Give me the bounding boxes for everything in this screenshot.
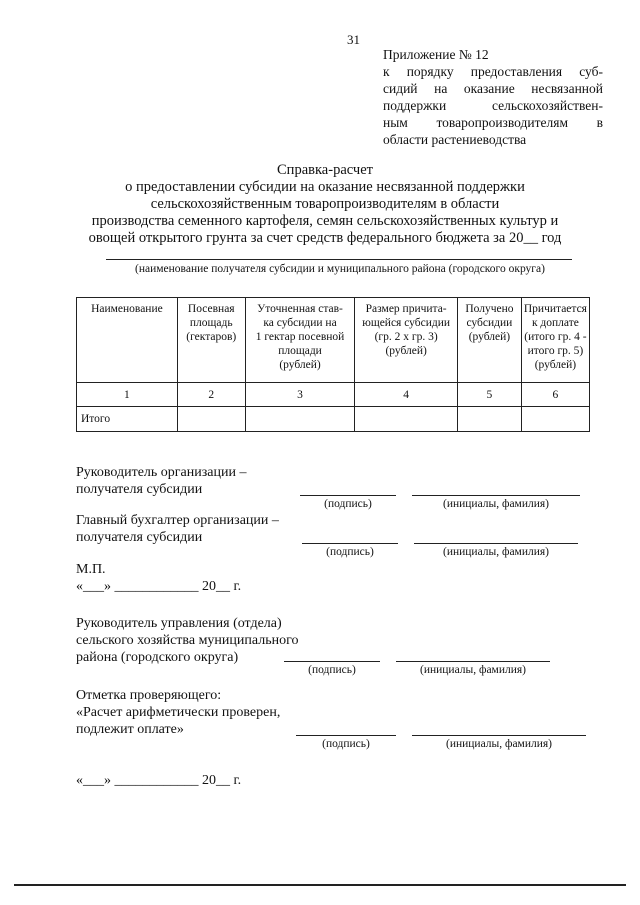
seal-mark: М.П. — [76, 562, 106, 577]
accountant-signer-label: Главный бухгалтер организации – получателя субсидии — [76, 513, 279, 545]
column-number-row — [77, 383, 590, 407]
header-area: Посевная площадь (гектаров) — [177, 298, 245, 383]
head-signature-line[interactable] — [300, 495, 396, 496]
column-number: 1 — [77, 383, 178, 407]
header-to-pay: Причитается к доплате (итого гр. 4 - итого гр. 5) (рублей) — [521, 298, 589, 383]
name-caption: (инициалы, фамилия) — [419, 664, 527, 676]
column-number: 6 — [521, 383, 589, 407]
department-signature-line[interactable] — [284, 661, 380, 662]
department-name-line[interactable] — [396, 661, 550, 662]
appendix-line: сидий на оказание несвязанной — [383, 81, 603, 96]
date-field-bottom[interactable]: «___» ____________ 20__ г. — [76, 773, 242, 788]
name-caption: (инициалы, фамилия) — [445, 738, 553, 750]
header-rate: Уточненная став- ка субсидии на 1 гектар посевной площади (рублей) — [245, 298, 355, 383]
date-field[interactable]: «___» ____________ 20__ г. — [76, 579, 242, 594]
title-line: овощей открытого грунта за счет средств федерального бюджета за 20__ год — [88, 230, 562, 246]
total-cell[interactable] — [177, 407, 245, 432]
header-received: Получено субсидии (рублей) — [457, 298, 521, 383]
page-number: 31 — [347, 32, 360, 47]
appendix-line: к порядку предоставления суб- — [383, 64, 603, 79]
title-line: о предоставлении субсидии на оказание несвязанной поддержки — [125, 179, 525, 195]
head-name-line[interactable] — [412, 495, 580, 496]
appendix-line: Приложение № 12 — [383, 47, 489, 62]
name-caption: (инициалы, фамилия) — [442, 546, 550, 558]
signature-caption: (подпись) — [308, 664, 356, 676]
appendix-line: области растениеводства — [383, 132, 527, 147]
total-label: Итого — [77, 407, 178, 432]
column-number: 4 — [355, 383, 458, 407]
checker-label: Отметка проверяющего: «Расчет арифметически проверен, подлежит оплате» — [76, 688, 281, 737]
title-line: сельскохозяйственным товаропроизводителям в области — [150, 196, 500, 212]
appendix-line: ным товаропроизводителям в — [383, 115, 603, 130]
appendix-line: поддержки сельскохозяйствен- — [383, 98, 603, 113]
accountant-name-line[interactable] — [414, 543, 578, 544]
page-bottom-rule — [14, 884, 626, 886]
checker-signature-line[interactable] — [296, 735, 396, 736]
department-signer-label: Руководитель управления (отдела) сельского хозяйства муниципального района (городского округа) — [76, 616, 299, 665]
appendix-heading — [383, 46, 603, 148]
document-title — [60, 162, 590, 247]
checker-name-line[interactable] — [412, 735, 586, 736]
column-number: 5 — [457, 383, 521, 407]
title-line: Справка-расчет — [277, 162, 373, 178]
recipient-caption: (наименование получателя субсидии и муниципального района (городского округа) — [135, 263, 545, 275]
total-cell[interactable] — [355, 407, 458, 432]
total-cell[interactable] — [245, 407, 355, 432]
accountant-signature-line[interactable] — [302, 543, 398, 544]
signature-caption: (подпись) — [326, 546, 374, 558]
column-number: 3 — [245, 383, 355, 407]
calculation-table — [76, 297, 590, 432]
header-subsidy-amount: Размер причита- ющейся субсидии (гр. 2 x гр. 3) (рублей) — [355, 298, 458, 383]
head-signer-label: Руководитель организации – получателя субсидии — [76, 465, 247, 497]
total-row — [77, 407, 590, 432]
header-name: Наименование — [77, 298, 178, 383]
title-line: производства семенного картофеля, семян сельскохозяйственных культур и — [91, 213, 559, 229]
total-cell[interactable] — [457, 407, 521, 432]
signature-caption: (подпись) — [322, 738, 370, 750]
signature-caption: (подпись) — [324, 498, 372, 510]
table-header-row — [77, 298, 590, 383]
recipient-fill-line[interactable] — [106, 259, 572, 260]
name-caption: (инициалы, фамилия) — [442, 498, 550, 510]
total-cell[interactable] — [521, 407, 589, 432]
column-number: 2 — [177, 383, 245, 407]
